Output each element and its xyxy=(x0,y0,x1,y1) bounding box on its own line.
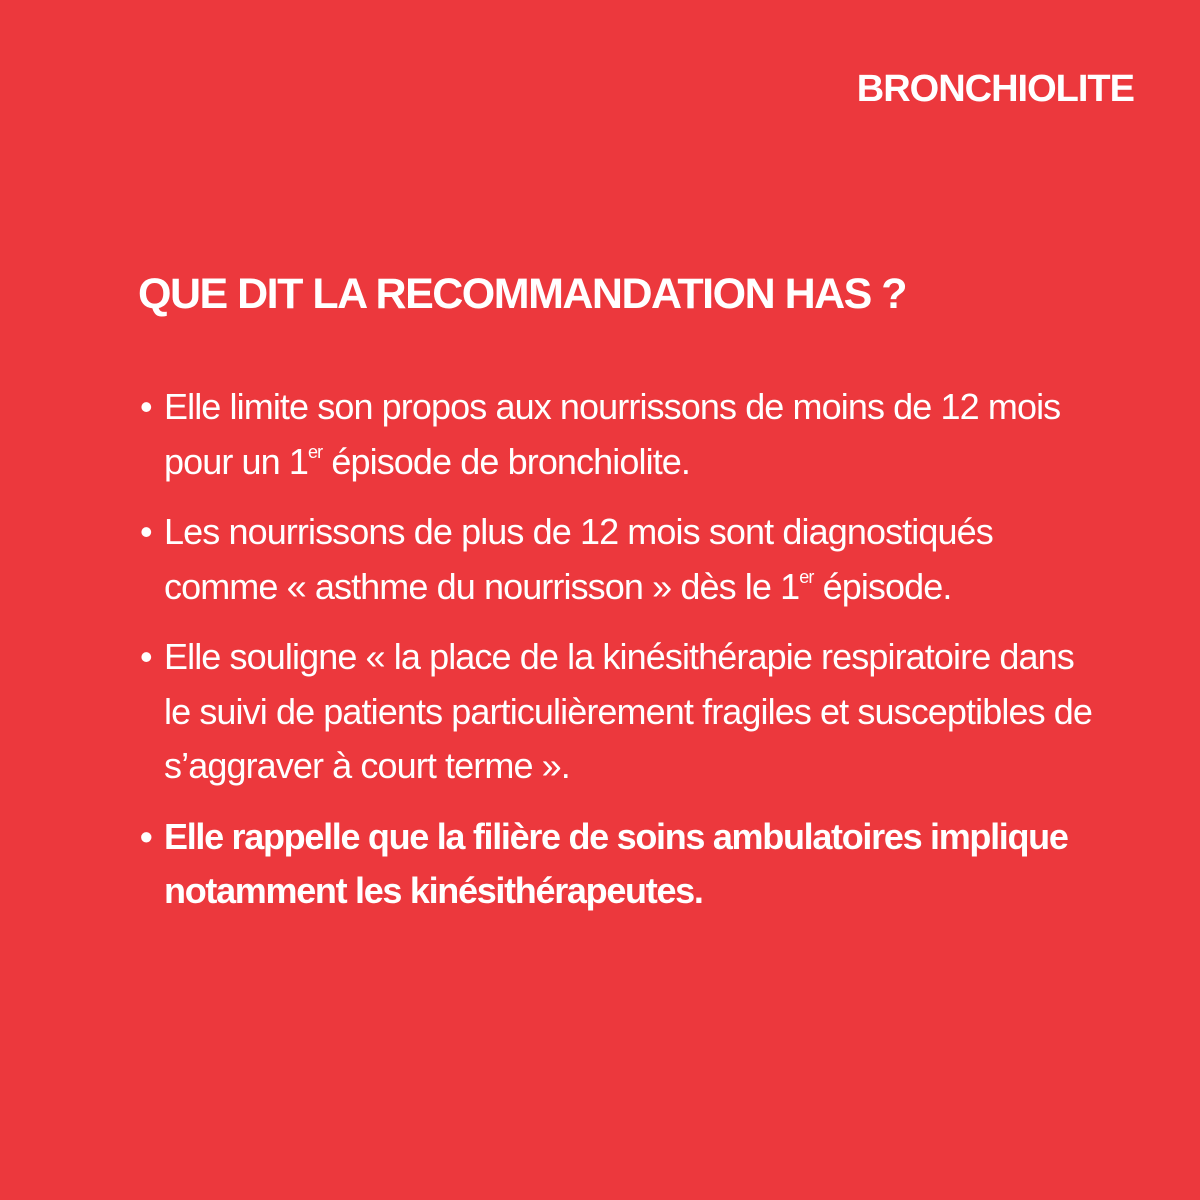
list-item xyxy=(138,810,1098,919)
bullet-dot: • xyxy=(140,636,152,677)
bullet-dot: • xyxy=(140,386,152,427)
bullet-text-end: épisode. xyxy=(813,565,952,607)
recommendation-list xyxy=(138,380,1098,935)
list-item xyxy=(138,380,1098,489)
bullet-dot: • xyxy=(140,815,152,857)
bullet-text: Elle souligne « la place de la kinésithérapie respiratoire dans le suivi de patients particulièrement fragiles et susceptibles de s’aggraver à court terme ». xyxy=(164,636,1093,786)
bullet-text-end: épisode de bronchiolite. xyxy=(322,440,691,482)
page-title: QUE DIT LA RECOMMANDATION HAS ? xyxy=(138,270,907,318)
superscript: er xyxy=(308,441,323,462)
list-item xyxy=(138,630,1098,794)
bullet-dot: • xyxy=(140,511,152,552)
bullet-text: Les nourrissons de plus de 12 mois sont diagnostiqués comme « asthme du nourrisson » dès le 1 xyxy=(164,511,993,607)
bronchiolite-tag: BRONCHIOLITE xyxy=(856,68,1134,110)
bullet-text: Elle rappelle que la filière de soins ambulatoires implique notamment les kinésithérapeutes. xyxy=(164,815,1068,911)
bullet-text: Elle limite son propos aux nourrissons de moins de 12 mois pour un 1 xyxy=(164,386,1061,482)
superscript: er xyxy=(799,566,814,587)
list-item xyxy=(138,505,1098,614)
